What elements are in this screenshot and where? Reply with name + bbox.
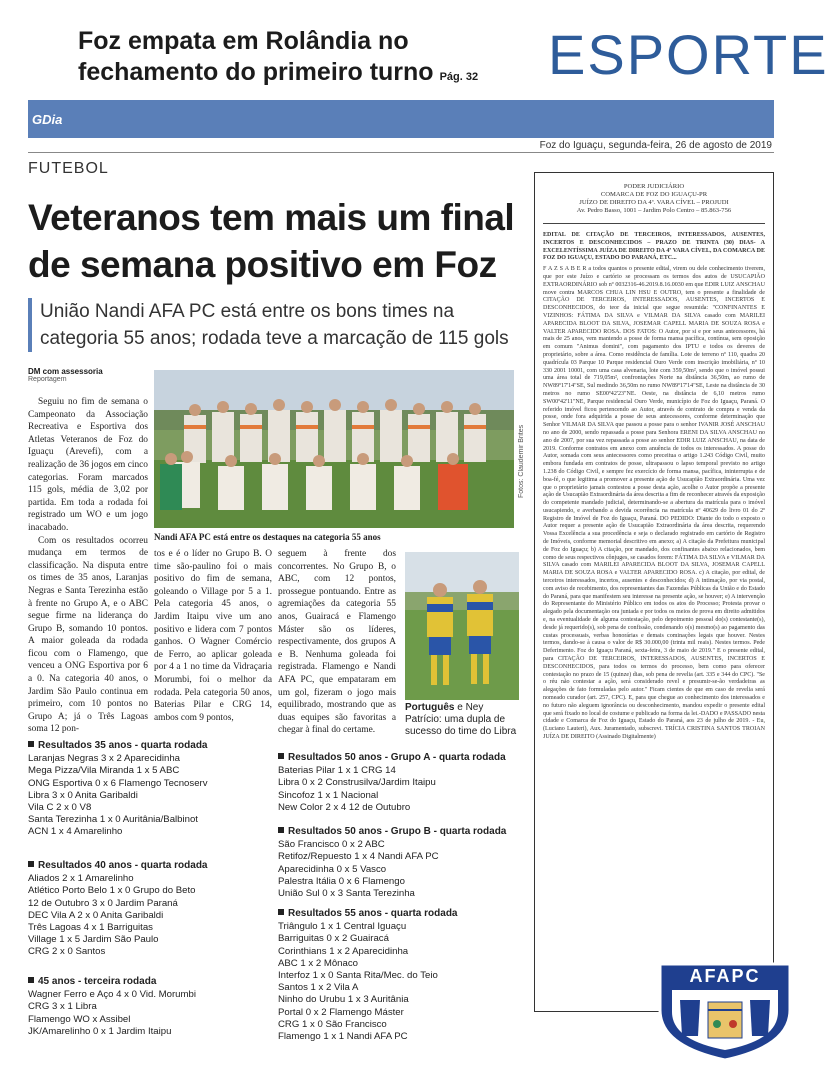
paragraph: Com os resultados ocorreu mudança em termos de classificação. Na disputa entre os times de 35 anos, Laranjas Negras e Santa Terezinha estão à frente no Grupo A, e o ABC segue firme na liderança do Grupo B, somando 10 pontos. A maior goleada da rodada ficou com o Flamengo, que venceu a ONG Esportiva por 6 a 0. Na categoria 40 anos, o Jardim São Paulo continua em primeiro, com 10 pontos no Grupo A; já o Três Lagoas soma 12 pon- bbox=[28, 535, 148, 735]
result-line: Três Lagoas 4 x 1 Barriguitas bbox=[28, 922, 153, 934]
legal-header-line: Av. Pedro Basso, 1001 – Jardim Polo Centro – 85.863-756 bbox=[576, 207, 732, 214]
article-column-3 bbox=[278, 548, 396, 737]
result-line: Village 1 x 5 Jardim São Paulo bbox=[28, 934, 159, 946]
section-label: FUTEBOL bbox=[28, 160, 109, 177]
divider bbox=[28, 152, 774, 153]
paragraph: tos e é o líder no Grupo B. O time são-paulino foi o mais positivo do fim de semana, goleando o Village por 5 a 1. Pela categoria 45 anos, o Jardim Itaipu vive um ano positivo e lidera com 7 pontos ganhos. O Wagner Comércio de Ferro, ao aplicar goleada por 4 a 1 no time da Vidraçaria Morumbi, foi o melhor da rodada. Pela categoria 50 anos, Baterias Pilar e CRG 14, ambos com 9 pontos, bbox=[154, 549, 272, 723]
result-line: Flamengo WO x Assibel bbox=[28, 1013, 131, 1025]
square-bullet-icon bbox=[28, 861, 34, 867]
result-line: Triângulo 1 x 1 Central Iguaçu bbox=[278, 921, 407, 933]
results-title-text: Resultados 40 anos - quarta rodada bbox=[38, 860, 208, 871]
results-45 bbox=[28, 976, 268, 1038]
results-title-text: Resultados 50 anos - Grupo B - quarta rodada bbox=[288, 826, 507, 837]
result-line: CRG 1 x 0 São Francisco bbox=[278, 1018, 387, 1030]
result-line: Palestra Itália 0 x 6 Flamengo bbox=[278, 875, 405, 887]
byline: DM com assessoria bbox=[28, 367, 103, 376]
result-line: Libra 0 x 2 Construsilva/Jardim Itaipu bbox=[278, 777, 436, 789]
photo-caption: Nandi AFA PC está entre os destaques na categoria 55 anos bbox=[154, 532, 381, 542]
result-line: New Color 2 x 4 12 de Outubro bbox=[278, 801, 411, 813]
paper-logo: GDia bbox=[32, 112, 63, 127]
article-column-1 bbox=[28, 396, 148, 736]
result-line: Libra 3 x 0 Anita Garibaldi bbox=[28, 789, 138, 801]
square-bullet-icon bbox=[28, 977, 34, 983]
results-title bbox=[28, 976, 268, 988]
result-line: Vila C 2 x 0 V8 bbox=[28, 802, 92, 814]
square-bullet-icon bbox=[28, 741, 34, 747]
result-line: Baterias Pilar 1 x 1 CRG 14 bbox=[278, 765, 396, 777]
caption-bold: Português bbox=[405, 702, 455, 713]
afapc-logo-text: AFAPC bbox=[689, 966, 761, 986]
result-line: Atlético Porto Belo 1 x 0 Grupo do Beto bbox=[28, 885, 196, 897]
result-line: ABC 1 x 2 Mônaco bbox=[278, 957, 358, 969]
result-line: ONG Esportiva 0 x 6 Flamengo Tecnoserv bbox=[28, 777, 208, 789]
article-subhead: União Nandi AFA PC está entre os bons times na categoria 55 anos; rodada teve a marcação de 115 gols bbox=[28, 298, 528, 352]
results-50-b bbox=[278, 826, 528, 900]
result-line: Portal 0 x 2 Flamengo Máster bbox=[278, 1006, 404, 1018]
result-line: Santa Terezinha 1 x 0 Auritânia/Balbinot bbox=[28, 814, 198, 826]
photo-credit: Fotos: Claudemir Brites bbox=[518, 424, 525, 498]
results-title bbox=[28, 860, 268, 872]
legal-divider bbox=[543, 223, 765, 224]
byline-role: Reportagem bbox=[28, 376, 67, 383]
result-line: CRG 3 x 1 Libra bbox=[28, 1001, 97, 1013]
legal-header-line: JUÍZO DE DIREITO DA 4ª. VARA CÍVEL – PROJUDI bbox=[579, 199, 729, 206]
article-headline: Veteranos tem mais um final de semana positivo em Foz bbox=[28, 197, 515, 285]
top-story-teaser[interactable] bbox=[78, 26, 518, 93]
dateline: Foz do Iguaçu, segunda-feira, 26 de agosto de 2019 bbox=[539, 140, 772, 151]
result-line: Sincofoz 1 x 1 Nacional bbox=[278, 789, 379, 801]
results-title-text: Resultados 55 anos - quarta rodada bbox=[288, 908, 458, 919]
legal-notice-box bbox=[534, 172, 774, 1012]
results-40 bbox=[28, 860, 268, 959]
results-35 bbox=[28, 740, 268, 839]
legal-header-line: PODER JUDICIÁRIO bbox=[623, 183, 685, 190]
result-line: CRG 2 x 0 Santos bbox=[28, 946, 106, 958]
result-line: Barriguitas 0 x 2 Guairacá bbox=[278, 933, 389, 945]
results-title bbox=[278, 752, 528, 764]
article-column-2 bbox=[154, 548, 272, 724]
results-50-a bbox=[278, 752, 528, 814]
results-title-text: Resultados 35 anos - quarta rodada bbox=[38, 740, 208, 751]
results-title bbox=[278, 826, 528, 838]
square-bullet-icon bbox=[278, 909, 284, 915]
legal-text: F A Z S A B E R a todos quantos o presente edital, virem ou dele conhecimento tiverem, que por este Juízo e cartório se processam os termos dos autos de USUCAPIÃO EXTRAORDINÁRIO sob nº 0032316-46.2019.8.16.0030 em que EDIR LUIZ ANSCHAU move contra MARCOS CHUA LIN HSU E OUTRO, tem o presente a finalidade de CITAÇÃO DE TERCEIROS, INTERESSADOS, AUSENTES, INCERTOS E DESCONHECIDOS, do teor da inicial que segue resumida: "CONFINANTES E VIZINHOS: FÁTIMA DA SILVA e VILMAR DA SILVA casado com MARILEI APARECIDA BLOOT DA SILVA, JOSEMAR CAPELL MARIA DE SOUZA ROSA e VALTER APARECIDO ROSA. DOS FATOS: O Autor, por si e por seus antecessores, há mais de 25 anos, vem mantendo a posse de forma mansa pacífica, contínua, sem oposição em comum "Animus domini", com pagamento dos IPTU e todos os deveres de proprietário, sobre a área. Como residência de família. Lote de terreno nº 110, quadra 20 quadrícula 03 Parque 10 Parque residencial Ouro Verde com inscrição imobiliária, nº 10 330 2001 10001, com uma casa alvenaria, lote com 359,50m², sendo que o imóvel possui uma área total de 719,05m², confrontações Norte na distância 36,50m, ao rumo de NW89º17'14"SE, Sul medindo 36,50m no rumo NW89º17'14"SE, Leste na distância de 30 metros no rumo SE00º42'23"NE. Oeste, na distância de 6,10 metros rumo SW00º42'11"NE, Parque residencial Ouro Verde, município de Foz do Iguaçu, Paraná. O referido imóvel ficou pertencendo ao Autor, através de contrato de compra e venda da posse, onde fora adquirida a posse de seus antecessores, conforme determinação que Senhor VILMAR DA SILVA que passou a posse para o senhor IVANIR JOSÉ ANSCHAU no ano de 2000, sendo repassada a posse para Senhora ERENI DA SILVA ANSCHAU no ano de 2007, por sua vez repassada a posse ao senhor EDIR LUIZ ANSCHAU, na data de 2019. Conforme contratos em anexo com anuência de todos os interessados. A posse do Autor, somada com seus antecessores como preceitua o artigo 1.243 Código Civil, muito embora fundada em contratos de posse, ultrapassou o lapso temporal previsto no artigo 1.238 do Código Civil, e sempre fez exercício de forma mansa, pacífica, ininterrupta e de boa-fé, o que legitima a promover a presente ação de Usucapião Extraordinária. Uma vez que o proprietário jamais contestou a posse desta ação, acolhe o Autor propõe a presente ação de Usucapião Extraordinária da área descrita a fim de reconhecer através da exposição do competente mandado judicial, determinando-se a abertura da matrícula para o imóvel usucapiendo, e averbando a devida ocorrência na matrícula nº 40629 do livro 01 do 2º Registro de Imóvel de Foz do Iguaçu, Paraná. DO PEDIDO: Diante do todo o exposto o Autor requer a presente ação de Usucapião Extraordinária da área descrita, requerendo Vossa Excelência a sua procedência e seja o declarado registrado em cartório de Registro de Imóveis, conforme memorial descritivo em anexo; a) A citação da Prefeitura municipal de Foz do Iguaçu; b) A citação, por mandado, dos confinantes abaixo relacionados, bem como de seus respectivos cônjuges, se casados forem: FÁTIMA DA SILVA e VILMAR DA SILVA casado com MARILEI APARECIDA BLOOT DA SILVA, JOSEMAR CAPELL MARIA DE SOUZA ROSA e VALTER APARECIDO ROSA. c) A citação, por edital, de terceiros interessados, incertos, ausentes e desconhecidos; d) A intimação, por via postal, com aviso de recebimento, dos representantes das Fazendas Públicas da União e do Estado do Paraná, para que manifestem seu interesse na presente ação, se houver; e) A intervenção do Representante do Ministério Público em todos os atos do Processo; Protesta provar o alegado pela documentação ora juntada e por todos os meios de prova em direito admitidos e, na eventualidade de alguma contestação, pelo depoimento pessoal do(s) contestante(s), desde já requerido(s), sob pena de confissão, condenando o(s) mesmo(s) ao pagamento das custas processuais, verbas honorárias e demais cominações legais que houver. Nestes termos, dando-se à causa o valor de R$ 30.000,00 (trinta mil reais). Nestes termos. Pede Deferimento. Foz do Iguaçu Paraná, sexta-feira, 3 de maio de 2019." E o presente edital, para CITAÇÃO DE TERCEIROS, INTERESSADOS, AUSENTES, INCERTOS E DESCONHECIDOS, para todos os termos do processo, bem como para oferecer contestação no prazo de 15 (quinze) dias, sob pena de revelia (art. 335 e 344 do CPC). "Se o réu não contestar a ação, será considerado revel e presumir-se-ão verdadeiras as alegações de fato formuladas pelo autor." Ficam cientes de que em caso de revelia será nomeado curador (art. 257, CPC). E, para que chegue ao conhecimento dos interessados e no futuro não aleguem ignorância ou desconhecimento, mandou expedir o presente edital que será fixado no local de costume e publicado na forma da lei.-DADO e PASSADO nesta cidade e Comarca de Foz do Iguaçu, Estado do Paraná, aos 23 de julho de 2019. - Eu,(Luciano Lauteri), Aux. Juramentado, subscrevi. TRÍCIA CRISTINA SANTOS TROIAN JUÍZA DE DIREITO (Assinado Digitalmente) bbox=[543, 266, 765, 740]
result-line: ACN 1 x 4 Amarelinho bbox=[28, 826, 123, 838]
section-banner: ESPORTE bbox=[548, 23, 829, 86]
square-bullet-icon bbox=[278, 753, 284, 759]
result-line: 12 de Outubro 3 x 0 Jardim Paraná bbox=[28, 897, 178, 909]
results-title-text: Resultados 50 anos - Grupo A - quarta rodada bbox=[288, 752, 506, 763]
legal-header bbox=[535, 173, 773, 215]
result-line: Retifoz/Repuesto 1 x 4 Nandi AFA PC bbox=[278, 851, 439, 863]
afapc-logo bbox=[650, 950, 800, 1062]
results-55 bbox=[278, 908, 528, 1043]
result-line: JK/Amarelinho 0 x 1 Jardim Itaipu bbox=[28, 1025, 172, 1037]
top-story-page: Pág. 32 bbox=[439, 71, 479, 83]
results-title bbox=[278, 908, 528, 920]
result-line: DEC Vila A 2 x 0 Anita Garibaldi bbox=[28, 909, 164, 921]
results-title bbox=[28, 740, 268, 752]
team-photo bbox=[154, 370, 514, 528]
result-line: Ninho do Urubu 1 x 3 Auritânia bbox=[278, 994, 409, 1006]
result-line: Laranjas Negras 3 x 2 Aparecidinha bbox=[28, 753, 180, 765]
results-title-text: 45 anos - terceira rodada bbox=[38, 976, 157, 987]
legal-header-line: COMARCA DE FOZ DO IGUAÇU-PR bbox=[600, 191, 708, 198]
result-line: Corinthians 1 x 2 Aparecidinha bbox=[278, 945, 409, 957]
square-bullet-icon bbox=[278, 827, 284, 833]
players-photo-caption bbox=[405, 702, 519, 738]
result-line: Interfoz 1 x 0 Santa Rita/Mec. do Teio bbox=[278, 970, 438, 982]
result-line: Wagner Ferro e Aço 4 x 0 Vid. Morumbi bbox=[28, 989, 196, 1001]
result-line: São Francisco 0 x 2 ABC bbox=[278, 839, 385, 851]
result-line: Santos 1 x 2 Vila A bbox=[278, 982, 359, 994]
paragraph: Seguiu no fim de semana o Campeonato da Associação Recreativa e Esportiva dos Atletas Veteranos de Foz do Iguaçu (Arevefi), com a realização de 36 jogos em cinco categorias. Foram marcados 115 gols, média de 3,02 por partida. Em toda a rodada foi registrado um WO e um jogo inacabado. bbox=[28, 397, 148, 533]
result-line: Mega Pizza/Vila Miranda 1 x 5 ABC bbox=[28, 765, 180, 777]
top-story-text: Foz empata em Rolândia no fechamento do primeiro turno bbox=[78, 27, 434, 86]
legal-title: EDITAL DE CITAÇÃO DE TERCEIROS, INTERESSADOS, AUSENTES, INCERTOS E DESCONHECIDOS – PRAZO DE TRINTA (30) DIAS- A EXCELENTÍSSIMA JUÍZA DE DIREITO DA 4ª VARA CÍVEL, DA COMARCA DE FOZ DO IGUAÇU, ESTADO DO PARANÁ, ETC... bbox=[543, 232, 765, 262]
result-line: Flamengo 1 x 1 Nandi AFA PC bbox=[278, 1031, 408, 1043]
players-photo bbox=[405, 552, 519, 700]
masthead-bar bbox=[28, 100, 774, 138]
result-line: Aparecidinha 0 x 5 Vasco bbox=[278, 863, 387, 875]
result-line: Aliados 2 x 1 Amarelinho bbox=[28, 873, 134, 885]
paragraph: seguem à frente dos concorrentes. No Grupo B, o ABC, com 12 pontos, prossegue pontuando. Entre as agremiações da categoria 55 anos, Guairacá e Flamengo Máster são os líderes, respectivamente, dos grupos A e B. Nenhuma goleada foi registrada. Flamengo e Nandi AFA PC, que empataram em um gol, fizeram o jogo mais equilibrado, mostrando que as duas equipes são favoritas a chegar à final do certame. bbox=[278, 549, 396, 736]
result-line: União Sul 0 x 3 Santa Terezinha bbox=[278, 888, 415, 900]
caption-rest: e Ney Patrício: uma dupla de sucesso do time do Libra bbox=[405, 702, 517, 737]
legal-body bbox=[535, 232, 773, 742]
